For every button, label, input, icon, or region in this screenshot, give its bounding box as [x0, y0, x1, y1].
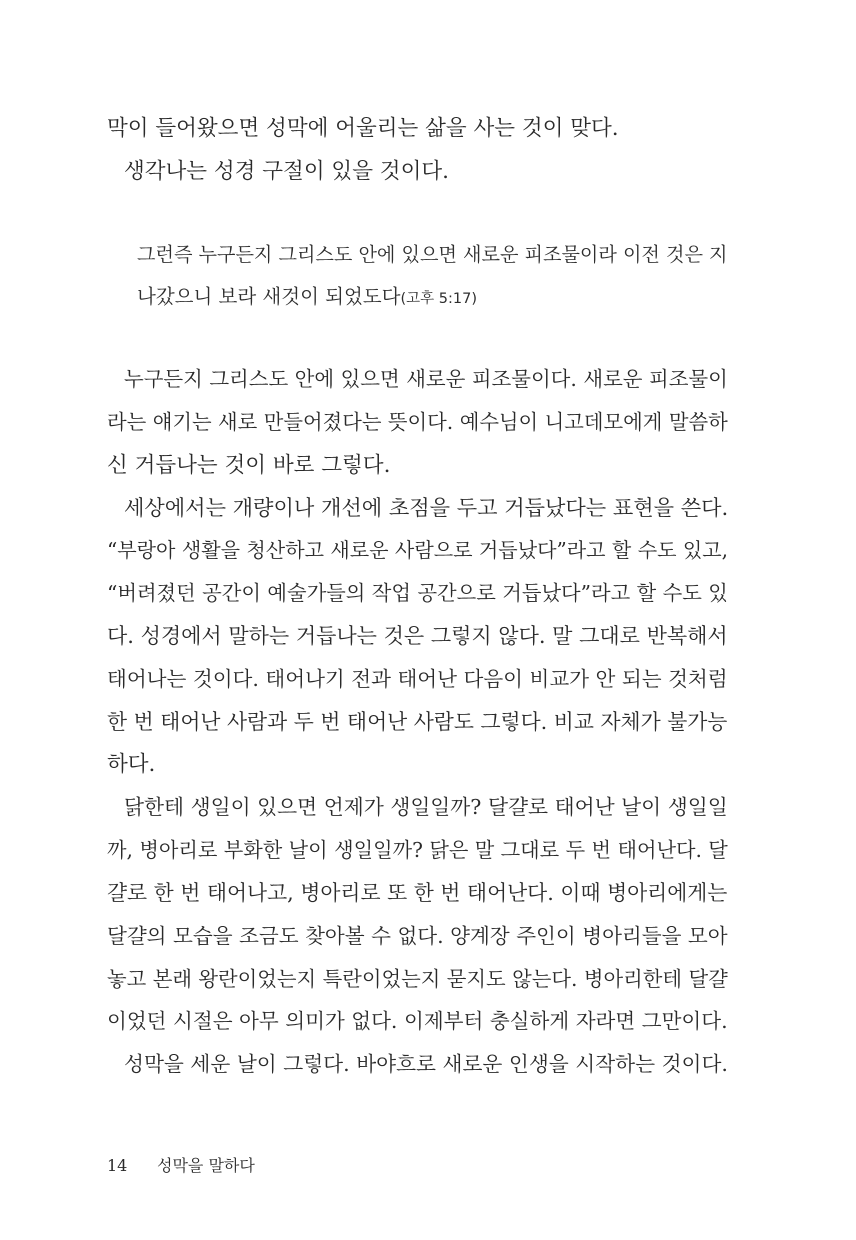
body-line: 태어나는 것이다. 태어나기 전과 태어난 다음이 비교가 안 되는 것처럼: [107, 667, 728, 691]
body-line: 달걀의 모습을 조금도 찾아볼 수 없다. 양계장 주인이 병아리들을 모아: [107, 924, 728, 948]
quote-line: 그런즉 누구든지 그리스도 안에 있으면 새로운 피조물이라 이전 것은 지: [137, 243, 728, 266]
body-line: “부랑아 생활을 청산하고 새로운 사람으로 거듭났다”라고 할 수도 있고,: [107, 538, 729, 562]
body-line: “버려졌던 공간이 예술가들의 작업 공간으로 거듭났다”라고 할 수도 있: [107, 581, 728, 605]
body-line: 세상에서는 개량이나 개선에 초점을 두고 거듭났다는 표현을 쓴다.: [124, 495, 729, 520]
scripture-reference: (고후 5:17): [400, 291, 477, 307]
body-line: 이었던 시절은 아무 의미가 없다. 이제부터 충실하게 자라면 그만이다.: [107, 1009, 728, 1033]
body-line: 다. 성경에서 말하는 거듭나는 것은 그렇지 않다. 말 그대로 반복해서: [107, 624, 728, 648]
body-line: 누구든지 그리스도 안에 있으면 새로운 피조물이다. 새로운 피조물이: [124, 367, 728, 391]
body-line: 라는 얘기는 새로 만들어졌다는 뜻이다. 예수님이 니고데모에게 말씀하: [107, 410, 728, 434]
quote-text: 나갔으니 보라 새것이 되었도다: [137, 285, 401, 308]
body-line: 까, 병아리로 부화한 날이 생일일까? 닭은 말 그대로 두 번 태어난다. 달: [107, 838, 728, 862]
intro-line: 생각나는 성경 구절이 있을 것이다.: [124, 159, 449, 184]
body-line: 신 거듭나는 것이 바로 그렇다.: [107, 453, 391, 478]
running-title: 성막을 말하다: [157, 1156, 255, 1175]
quote-line: [137, 287, 477, 307]
intro-line: 막이 들어왔으면 성막에 어울리는 삶을 사는 것이 맞다.: [107, 116, 619, 141]
body-line: 놓고 본래 왕란이었는지 특란이었는지 묻지도 않는다. 병아리한테 달걀: [107, 967, 728, 991]
body-line: 걀로 한 번 태어나고, 병아리로 또 한 번 태어난다. 이때 병아리에게는: [107, 881, 728, 905]
body-line: 한 번 태어난 사람과 두 번 태어난 사람도 그렇다. 비교 자체가 불가능: [107, 710, 728, 734]
body-line: 성막을 세운 날이 그렇다. 바야흐로 새로운 인생을 시작하는 것이다.: [124, 1052, 728, 1076]
page-number: 14: [107, 1156, 128, 1175]
body-line: 닭한테 생일이 있으면 언제가 생일일까? 달걀로 태어난 날이 생일일: [124, 795, 728, 819]
body-line: 하다.: [107, 752, 156, 777]
